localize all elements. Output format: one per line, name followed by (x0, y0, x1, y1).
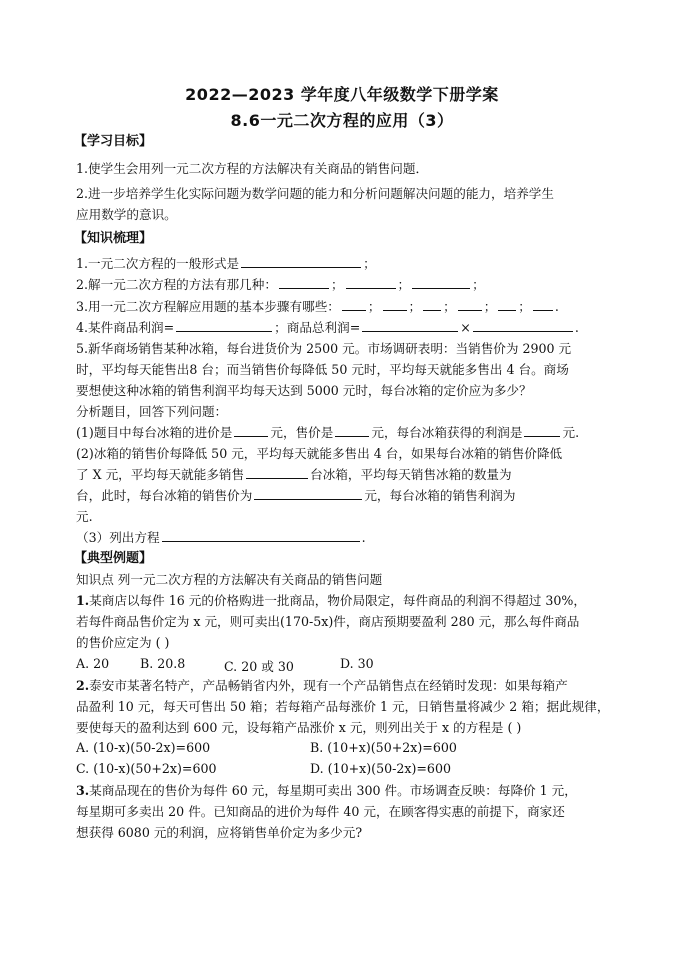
blank[interactable] (342, 298, 366, 311)
example-2-line3: 要使每天的盈利达到 600 元，设每箱产品涨价 x 元，则列出关于 x 的方程是 ( ) (76, 720, 522, 735)
blank[interactable] (498, 298, 516, 311)
blank[interactable] (279, 276, 329, 289)
example-2-option-c[interactable]: C. (10-x)(50+2x)=600 (76, 761, 217, 776)
blank[interactable] (246, 466, 308, 479)
blank[interactable] (362, 319, 458, 332)
example-1-line1: 1.某商店以每件 16 元的价格购进一批商品，物价局限定，每件商品的利润不得超过 30%， (76, 593, 586, 608)
example-2-option-b[interactable]: B. (10+x)(50+2x)=600 (310, 740, 457, 755)
blank[interactable] (473, 319, 573, 332)
question-2-line4: 元. (76, 509, 93, 524)
question-2-line3: 台，此时，每台冰箱的销售价为 元，每台冰箱的销售利润为 (76, 488, 516, 503)
example-3-line1: 3.某商品现在的售价为每件 60 元，每星期可卖出 300 件。市场调查反映：每降价 1 元， (76, 783, 577, 798)
example-2-line2: 品盈利 10 元，每天可售出 50 箱；若每箱产品每涨价 1 元，日销售量将减少 2 箱；据此规律， (76, 699, 610, 714)
example-1-line2: 若每件商品售价定为 x 元，则可卖出(170-5x)件，商店预期要盈利 280 元，那么每件商品 (76, 614, 580, 629)
blank[interactable] (412, 276, 470, 289)
goal-2-line1: 2.进一步培养学生化实际问题为数学问题的能力和分析问题解决问题的能力，培养学生 (76, 186, 554, 201)
goal-1: 1.使学生会用列一元二次方程的方法解决有关商品的销售问题． (76, 161, 429, 176)
knowledge-item-5-line1: 5.新华商场销售某种冰箱，每台进货价为 2500 元。市场调研表明：当销售价为 2900 元 (76, 341, 572, 356)
knowledge-item-5-line2: 时，平均每天能售出8 台；而当销售价每降低 50 元时，平均每天就能多售出 4 台。商场 (76, 362, 569, 377)
example-2-option-a[interactable]: A. (10-x)(50-2x)=600 (76, 740, 211, 755)
example-3-line3: 想获得 6080 元的利润，应将销售单价定为多少元? (76, 825, 363, 840)
knowledge-item-2: 2.解一元二次方程的方法有那几种： ； ； ； (76, 277, 485, 292)
knowledge-item-4: 4.某件商品利润= ；商品总利润= × . (76, 320, 579, 335)
knowledge-point: 知识点 列一元二次方程的方法解决有关商品的销售问题 (76, 572, 383, 587)
blank[interactable] (524, 424, 560, 437)
knowledge-item-5-line3: 要想使这种冰箱的销售利润平均每天达到 5000 元时，每台冰箱的定价应为多少？ (76, 383, 532, 398)
example-1-option-d[interactable]: D. 30 (340, 656, 374, 671)
blank[interactable] (254, 487, 362, 500)
knowledge-item-5-line4: 分析题目，回答下列问题： (76, 404, 228, 419)
example-2-option-d[interactable]: D. (10+x)(50-2x)=600 (310, 761, 451, 776)
goal-2-line2: 应用数学的意识。 (76, 207, 177, 222)
blank[interactable] (234, 424, 268, 437)
example-1-line3: 的售价应定为 ( ) (76, 635, 170, 650)
blank[interactable] (162, 529, 360, 542)
example-3-line2: 每星期可多卖出 20 件。已知商品的进价为每件 40 元，在顾客得实惠的前提下，商家还 (76, 804, 565, 819)
section-goals: 【学习目标】 (74, 134, 153, 149)
question-2-line1: (2)冰箱的销售价每降低 50 元，平均每天就能多售出 4 台，如果每台冰箱的销售价降低 (76, 446, 563, 461)
page-title: 2022—2023 学年度八年级数学下册学案 (185, 85, 499, 104)
knowledge-item-1: 1.一元二次方程的一般形式是 ； (76, 256, 376, 271)
blank[interactable] (533, 298, 553, 311)
question-3: （3）列出方程 . (76, 530, 366, 545)
blank[interactable] (423, 298, 441, 311)
example-1-option-c[interactable]: C. 20 或 30 (224, 659, 294, 674)
blank[interactable] (458, 298, 482, 311)
blank[interactable] (176, 319, 272, 332)
example-1-option-b[interactable]: B. 20.8 (140, 656, 186, 671)
blank[interactable] (241, 255, 361, 268)
section-knowledge: 【知识梳理】 (74, 231, 153, 246)
example-1-option-a[interactable]: A. 20 (76, 656, 110, 671)
knowledge-item-3: 3.用一元二次方程解应用题的基本步骤有哪些： ； ； ； ； ； . (76, 299, 559, 314)
blank[interactable] (346, 276, 396, 289)
example-2-line1: 2.泰安市某著名特产，产品畅销省内外，现有一个产品销售点在经销时发现：如果每箱产 (76, 678, 568, 693)
page-subtitle: 8.6一元二次方程的应用（3） (230, 111, 454, 130)
question-2-line2: 了 X 元，平均每天就能多销售 台冰箱，平均每天销售冰箱的数量为 (76, 467, 512, 482)
section-examples: 【典型例题】 (74, 551, 153, 566)
blank[interactable] (335, 424, 369, 437)
blank[interactable] (383, 298, 407, 311)
question-1: (1)题目中每台冰箱的进价是 元，售价是 元，每台冰箱获得的利润是 元. (76, 425, 580, 440)
